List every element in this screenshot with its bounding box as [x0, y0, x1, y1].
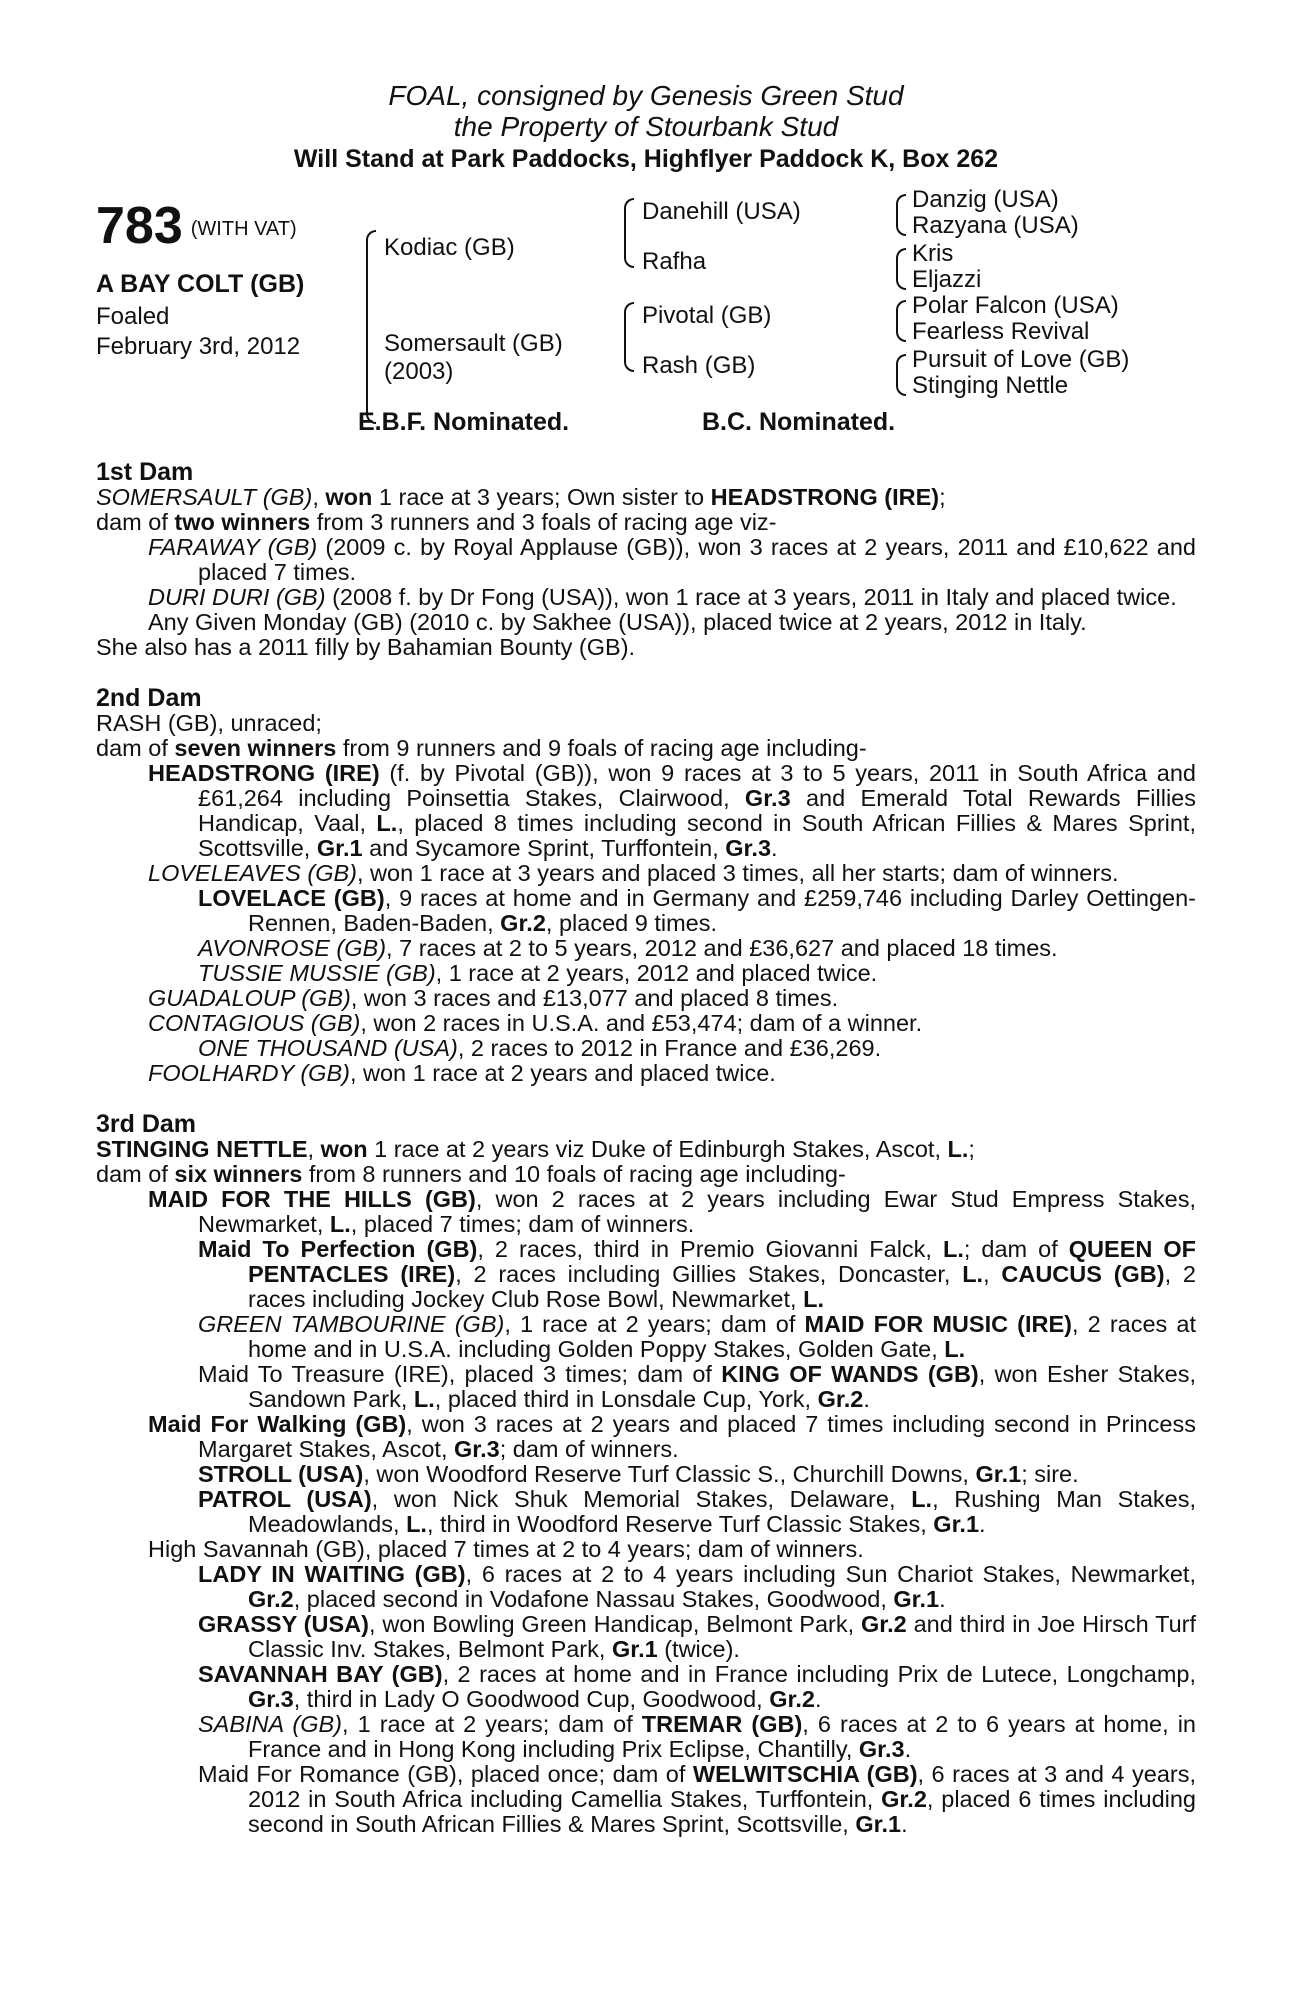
third-dam-section — [96, 1112, 1196, 1837]
pedigree-bracket — [896, 354, 906, 396]
dam-dam-name: Rash (GB) — [642, 352, 756, 379]
ebf-nomination: E.B.F. Nominated. — [358, 408, 570, 436]
consignor-line: FOAL, consigned by Genesis Green Stud — [388, 80, 904, 111]
first-dam-section — [96, 460, 1196, 660]
dd-sire-name: Pursuit of Love (GB) — [912, 346, 1130, 373]
produce-record: FARAWAY (GB) (2009 c. by Royal Applause (GB)), won 3 races at 2 years, 2011 and £10,622 and placed 7 times. — [148, 534, 1197, 585]
sd-dam-name: Eljazzi — [912, 266, 982, 293]
vat-label: (WITH VAT) — [190, 218, 297, 241]
section-heading: 3rd Dam — [96, 1110, 197, 1138]
ds-dam-name: Fearless Revival — [912, 318, 1090, 345]
lot-number-value: 783 — [96, 197, 183, 255]
ds-sire-name: Polar Falcon (USA) — [912, 292, 1119, 319]
stand-line: Will Stand at Park Paddocks, Highflyer Paddock K, Box 262 — [293, 145, 999, 173]
dd-dam-name: Stinging Nettle — [912, 372, 1069, 399]
foaled-date: February 3rd, 2012 — [96, 333, 301, 360]
produce-record: FOOLHARDY (GB), won 1 race at 2 years and placed twice. — [148, 1060, 776, 1086]
produce-record: Any Given Monday (GB) (2010 c. by Sakhee (USA)), placed twice at 2 years, 2012 in Italy. — [148, 609, 1087, 635]
produce-summary: dam of six winners from 8 runners and 10 foals of racing age including- — [96, 1161, 846, 1187]
bc-nomination: B.C. Nominated. — [702, 408, 896, 436]
dam-entry: RASH (GB), unraced; — [96, 710, 322, 736]
catalogue-page — [96, 80, 1196, 1837]
second-dam-section — [96, 686, 1196, 1086]
produce-record: LOVELACE (GB), 9 races at home and in Germany and £259,746 including Darley Oettingen-Rennen, Baden-Baden, Gr.2, placed 9 times. — [198, 885, 1196, 936]
section-heading: 1st Dam — [96, 458, 194, 486]
produce-summary: dam of seven winners from 9 runners and 9 foals of racing age including- — [96, 735, 867, 761]
produce-record: GUADALOUP (GB), won 3 races and £13,077 and placed 8 times. — [148, 985, 839, 1011]
produce-record: LOVELEAVES (GB), won 1 race at 3 years and placed 3 times, all her starts; dam of winners. — [148, 860, 1119, 886]
produce-record: Maid To Treasure (IRE), placed 3 times; dam of KING OF WANDS (GB), won Esher Stakes, Sandown Park, L., placed third in Lonsdale Cup, York, Gr.2. — [198, 1361, 1196, 1412]
pedigree-bracket — [624, 302, 634, 372]
ss-sire-name: Danzig (USA) — [912, 186, 1059, 213]
section-heading: 2nd Dam — [96, 684, 202, 712]
produce-record: STROLL (USA), won Woodford Reserve Turf Classic S., Churchill Downs, Gr.1; sire. — [198, 1461, 1079, 1487]
property-line: the Property of Stourbank Stud — [453, 111, 839, 142]
produce-record: CONTAGIOUS (GB), won 2 races in U.S.A. and £53,474; dam of a winner. — [148, 1010, 923, 1036]
foaled-label: Foaled — [96, 303, 170, 330]
foaled-info — [96, 302, 300, 362]
dam-year: (2003) — [384, 358, 454, 385]
produce-note: She also has a 2011 filly by Bahamian Bounty (GB). — [96, 634, 636, 660]
pedigree-bracket — [624, 198, 634, 268]
dam-name: Somersault (GB) — [384, 330, 563, 357]
pedigree-bracket — [896, 300, 906, 342]
produce-record: SAVANNAH BAY (GB), 2 races at home and in France including Prix de Lutece, Longchamp, Gr.3, third in Lady O Goodwood Cup, Goodwood, Gr.2. — [198, 1661, 1197, 1712]
produce-record: Maid To Perfection (GB), 2 races, third in Premio Giovanni Falck, L.; dam of QUEEN OF PENTACLES (IRE), 2 races including Gillies Stakes, Doncaster, L., CAUCUS (GB), 2 races including Jockey Club Rose Bowl, Newmarket, L. — [198, 1236, 1197, 1312]
ss-dam-name: Razyana (USA) — [912, 212, 1079, 239]
produce-record: TUSSIE MUSSIE (GB), 1 race at 2 years, 2012 and placed twice. — [198, 960, 878, 986]
pedigree-bracket — [896, 248, 906, 290]
dam-entry: STINGING NETTLE, won 1 race at 2 years viz Duke of Edinburgh Stakes, Ascot, L.; — [96, 1136, 975, 1162]
produce-record: GRASSY (USA), won Bowling Green Handicap, Belmont Park, Gr.2 and third in Joe Hirsch Turf Classic Inv. Stakes, Belmont Park, Gr.1 (twice). — [198, 1611, 1196, 1662]
lot-title: A BAY COLT (GB) — [96, 270, 305, 298]
sire-name: Kodiac (GB) — [384, 234, 515, 261]
produce-record: DURI DURI (GB) (2008 f. by Dr Fong (USA)), won 1 race at 3 years, 2011 in Italy and placed twice. — [148, 584, 1177, 610]
produce-record: LADY IN WAITING (GB), 6 races at 2 to 4 years including Sun Chariot Stakes, Newmarket, Gr.2, placed second in Vodafone Nassau Stakes, Goodwood, Gr.1. — [198, 1561, 1196, 1612]
sire-dam-name: Rafha — [642, 248, 707, 275]
produce-record: AVONROSE (GB), 7 races at 2 to 5 years, 2012 and £36,627 and placed 18 times. — [198, 935, 1058, 961]
dam-entry: SOMERSAULT (GB), won 1 race at 3 years; Own sister to HEADSTRONG (IRE); — [96, 484, 946, 510]
produce-record: ONE THOUSAND (USA), 2 races to 2012 in France and £36,269. — [198, 1035, 882, 1061]
produce-record: High Savannah (GB), placed 7 times at 2 to 4 years; dam of winners. — [148, 1536, 864, 1562]
pedigree-bracket — [896, 194, 906, 236]
produce-record: GREEN TAMBOURINE (GB), 1 race at 2 years; dam of MAID FOR MUSIC (IRE), 2 races at home and in U.S.A. including Golden Poppy Stakes, Golden Gate, L. — [198, 1311, 1196, 1362]
produce-record: MAID FOR THE HILLS (GB), won 2 races at 2 years including Ewar Stud Empress Stakes, Newmarket, L., placed 7 times; dam of winners. — [148, 1186, 1196, 1237]
sd-sire-name: Kris — [912, 240, 954, 267]
pedigree-block — [96, 186, 1196, 480]
produce-record: HEADSTRONG (IRE) (f. by Pivotal (GB)), won 9 races at 3 to 5 years, 2011 in South Africa and £61,264 including Poinsettia Stakes, Clairwood, Gr.3 and Emerald Total Rewards Fillies Handicap, Vaal, L., placed 8 times including second in South African Fillies & Mares Sprint, Scottsville, Gr.1 and Sycamore Sprint, Turffontein, Gr.3. — [148, 760, 1196, 861]
lot-header — [96, 80, 1196, 176]
pedigree-bracket — [366, 230, 376, 424]
produce-record: Maid For Romance (GB), placed once; dam of WELWITSCHIA (GB), 6 races at 3 and 4 years, 2012 in South Africa including Camellia Stakes, Turffontein, Gr.2, placed 6 times including second in South African Fillies & Mares Sprint, Scottsville, Gr.1. — [198, 1761, 1196, 1837]
produce-summary: dam of two winners from 3 runners and 3 foals of racing age viz- — [96, 509, 777, 535]
lot-number — [96, 198, 297, 257]
dam-sire-name: Pivotal (GB) — [642, 302, 772, 329]
produce-record: Maid For Walking (GB), won 3 races at 2 years and placed 7 times including second in Princess Margaret Stakes, Ascot, Gr.3; dam of winners. — [148, 1411, 1196, 1462]
produce-record: SABINA (GB), 1 race at 2 years; dam of TREMAR (GB), 6 races at 2 to 6 years at home, in France and in Hong Kong including Prix Eclipse, Chantilly, Gr.3. — [198, 1711, 1196, 1762]
produce-record: PATROL (USA), won Nick Shuk Memorial Stakes, Delaware, L., Rushing Man Stakes, Meadowlands, L., third in Woodford Reserve Turf Classic Stakes, Gr.1. — [198, 1486, 1196, 1537]
sire-sire-name: Danehill (USA) — [642, 198, 801, 225]
